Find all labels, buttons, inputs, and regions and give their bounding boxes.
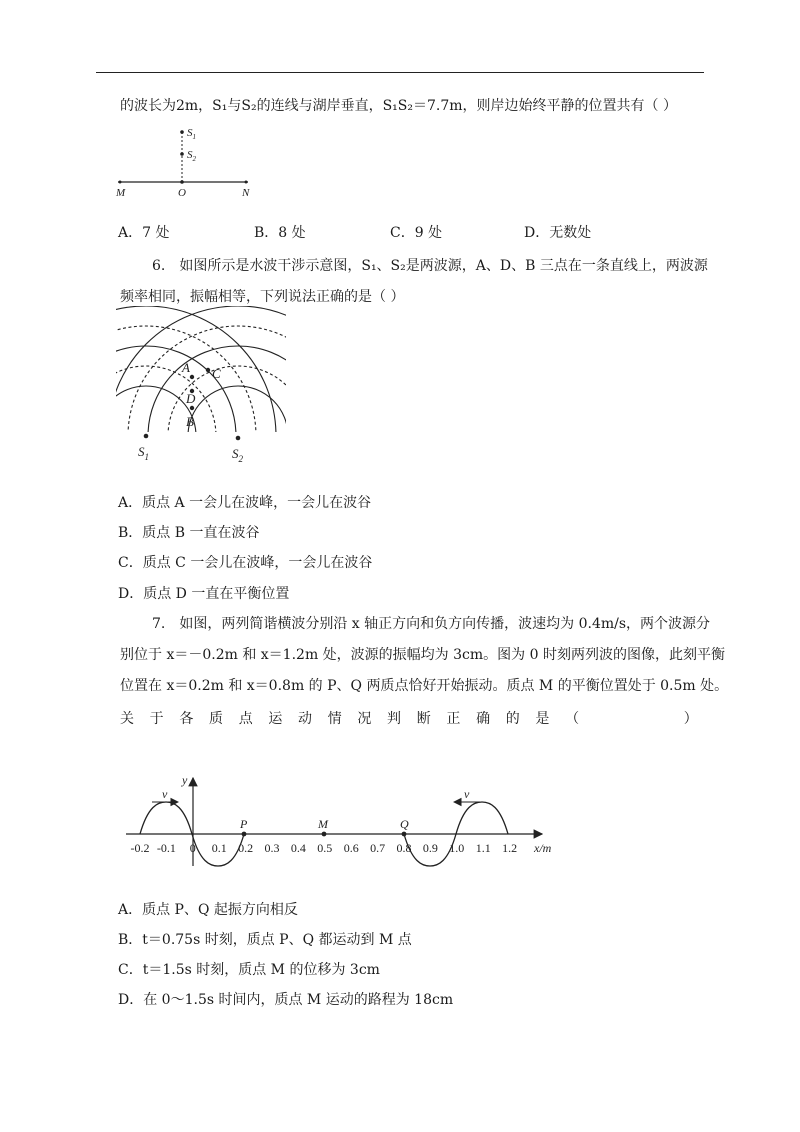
x-axis-label: x/m [534,841,552,855]
q7-stem-line4-char: 质 [209,711,224,727]
q7-stem-line4-char: 情 [327,711,342,727]
point-m [322,832,327,837]
q6-option-b[interactable]: B．质点 B 一直在波谷 [118,525,260,541]
q6-option-a[interactable]: A．质点 A 一会儿在波峰，一会儿在波谷 [118,495,372,511]
label-s2: $S_2$ [232,446,243,464]
x-tick-label: 0.3 [264,841,280,855]
q6-option-c[interactable]: C．质点 C 一会儿在波峰，一会儿在波谷 [118,555,373,571]
q5-option-c[interactable]: C．9 处 [390,225,443,241]
s1-point [180,130,184,134]
label-s2: $S_2$ [187,149,196,163]
right-velocity-label: v [464,787,470,801]
x-tick-label: 0.8 [396,841,412,855]
q6-interference-figure [116,306,286,466]
x-tick-label: 0.1 [211,841,227,855]
q5-figure [110,124,270,200]
label-d: D [186,391,196,406]
x-tick-label: -0.1 [156,841,176,855]
o-point [180,180,184,184]
q7-stem-line4-char: 判 [387,711,402,727]
point-q [402,832,407,837]
q7-stem-line4-char: 正 [446,711,461,727]
point-p [242,832,247,837]
x-tick-label: 1.1 [475,841,491,855]
q7-stem-line4-char: 点 [238,711,253,727]
label-c: C [212,366,221,381]
label-a: A [182,360,190,375]
x-tick-label: 0.5 [317,841,333,855]
q7-stem-line2: 别位于 x＝－0.2m 和 x＝1.2m 处，波源的振幅均为 3cm。图为 0 时刻两列波的图像，此刻平衡 [120,647,725,663]
q6-option-d[interactable]: D．质点 D 一直在平衡位置 [118,586,290,602]
q7-stem-line4-char [654,708,668,728]
label-p: P [240,817,248,831]
q7-stem-line4-char: 运 [268,711,283,727]
q6-stem-line2: 频率相同，振幅相等，下列说法正确的是（ ） [120,289,405,305]
label-m: M [116,187,126,199]
q7-stem-line4-char: 各 [179,711,194,727]
y-axis-label: y [182,773,188,787]
q7-stem-line4-char: 关 [120,711,134,727]
q5-option-a[interactable]: A．7 处 [118,225,170,241]
source-s1 [144,434,149,439]
label-q: Q [400,817,409,831]
x-tick-label: 0.2 [238,841,254,855]
q7-option-c[interactable]: C．t＝1.5s 时刻，质点 M 的位移为 3cm [118,962,380,978]
label-m: M [318,817,328,831]
q7-stem-line4-char: ） [683,711,698,727]
q7-stem-line4-char: 断 [416,711,431,727]
q7-stem-line4-char [624,708,638,728]
q7-stem-line4-char [595,708,609,728]
x-tick-label: 1.2 [502,841,518,855]
point-c [206,368,210,372]
x-tick-label: 0.7 [370,841,386,855]
q7-stem-line4 [120,708,698,728]
q7-stem-line1: 7. 如图，两列简谐横波分别沿 x 轴正方向和负方向传播，波速均为 0.4m/s，两个波源分 [152,616,711,632]
q7-option-d[interactable]: D．在 0～1.5s 时间内，质点 M 运动的路程为 18cm [118,992,454,1008]
label-s1: $S_1$ [138,444,149,462]
q7-stem-line4-char: 况 [357,711,372,727]
m-point [119,181,122,184]
label-n: N [242,187,250,199]
n-point [245,181,248,184]
q7-option-a[interactable]: A．质点 P、Q 起振方向相反 [118,902,298,918]
q7-stem-line4-char: 确 [476,711,491,727]
x-tick-label: 0.4 [290,841,306,855]
label-s1: $S_1$ [187,127,196,141]
left-velocity-label: v [162,787,168,801]
x-tick-label: -0.2 [130,841,150,855]
label-o: O [178,187,186,199]
q6-stem-line1: 6. 如图所示是水波干涉示意图，S₁、S₂是两波源，A、D、B 三点在一条直线上，两波源 [152,258,708,274]
point-b [190,406,194,410]
q7-stem-line4-char: （ [565,711,580,727]
x-tick-label: 0.9 [422,841,438,855]
q7-stem-line4-char: 是 [535,711,550,727]
x-tick-label: 0 [189,841,196,855]
q5-stem: 的波长为2m，S₁与S₂的连线与湖岸垂直，S₁S₂＝7.7m，则岸边始终平静的位置共有（ ） [120,98,677,114]
header-rule [96,72,704,73]
label-b: B [186,414,194,429]
s2-point [180,152,184,156]
q5-option-d[interactable]: D．无数处 [524,225,592,241]
q7-stem-line3: 位置在 x＝0.2m 和 x＝0.8m 的 P、Q 两质点恰好开始振动。质点 M 的平衡位置处于 0.5m 处。 [120,678,729,694]
source-s2 [236,436,241,441]
q7-wave-figure [118,770,558,874]
q5-option-b[interactable]: B．8 处 [254,225,306,241]
q7-stem-line4-char: 动 [298,711,313,727]
x-tick-label: 1.0 [449,841,465,855]
q7-option-b[interactable]: B．t＝0.75s 时刻，质点 P、Q 都运动到 M 点 [118,932,412,948]
point-a [190,375,194,379]
q7-stem-line4-char: 的 [505,711,520,727]
q7-stem-line4-char: 于 [149,711,164,727]
x-tick-label: 0.6 [343,841,359,855]
